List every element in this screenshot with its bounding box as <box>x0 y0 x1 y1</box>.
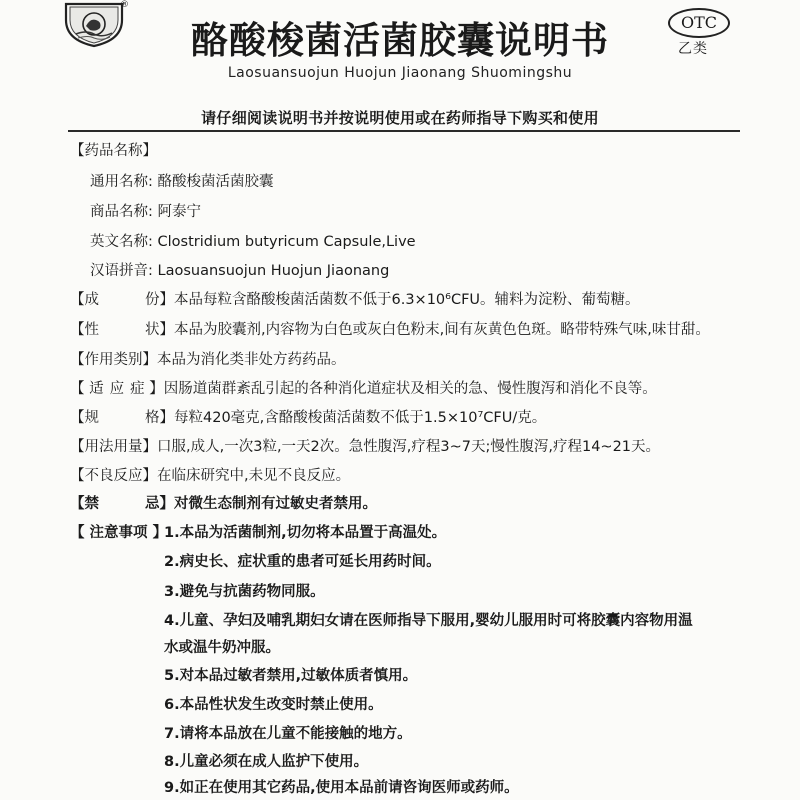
trade-name-value: 阿泰宁 <box>157 204 201 220</box>
category-label: 【作用类别】 <box>70 352 157 368</box>
composition-label-open: 【成 <box>70 292 99 308</box>
indications-label-mid: 应 <box>109 381 125 397</box>
indications-label-open: 【 适 <box>70 381 104 397</box>
contraindications-value: 对微生态制剂有过敏史者禁用。 <box>174 496 377 512</box>
description-row <box>70 318 710 339</box>
specification-row <box>70 406 546 427</box>
adverse-reactions-row <box>70 464 350 485</box>
indications-row <box>70 377 657 398</box>
precaution-item: 6.本品性状发生改变时禁止使用。 <box>164 697 383 713</box>
header-divider <box>68 130 740 132</box>
composition-label-close: 份】 <box>145 292 174 308</box>
adverse-reactions-label: 【不良反应】 <box>70 468 157 484</box>
specification-value: 每粒420毫克,含酪酸梭菌活菌数不低于1.5×10⁷CFU/克。 <box>174 410 547 426</box>
dosage-value: 口服,成人,一次3粒,一天2次。急性腹泻,疗程3~7天;慢性腹泻,疗程14~21天。 <box>157 439 661 455</box>
precaution-item-continued: 水或温牛奶冲服。 <box>164 640 280 656</box>
english-name-value: Clostridium butyricum Capsule,Live <box>157 234 416 250</box>
description-value: 本品为胶囊剂,内容物为白色或灰白色粉末,间有灰黄色色斑。略带特殊气味,味甘甜。 <box>174 322 710 338</box>
otc-class-label: 乙类 <box>678 41 708 57</box>
precaution-item: 8.儿童必须在成人监护下使用。 <box>164 754 369 770</box>
precaution-item: 4.儿童、孕妇及哺乳期妇女请在医师指导下服用,婴幼儿服用时可将胶囊内容物用温 <box>164 613 693 629</box>
english-name-row <box>90 230 416 251</box>
generic-name-value: 酪酸梭菌活菌胶囊 <box>157 174 274 190</box>
generic-name-row <box>90 170 274 191</box>
pinyin-name-value: Laosuansuojun Huojun Jiaonang <box>157 263 390 279</box>
category-row <box>70 348 346 369</box>
description-label-open: 【性 <box>70 322 99 338</box>
trade-name-row <box>90 200 201 221</box>
adverse-reactions-value: 在临床研究中,未见不良反应。 <box>157 468 351 484</box>
english-name-label: 英文名称: <box>90 234 153 250</box>
generic-name-label: 通用名称: <box>90 174 153 190</box>
trade-name-label: 商品名称: <box>90 204 153 220</box>
usage-notice: 请仔细阅读说明书并按说明使用或在药师指导下购买和使用 <box>201 109 599 127</box>
precautions-label: 【 注意事项 】 <box>70 525 168 541</box>
contraindications-label-close: 忌】 <box>145 496 174 512</box>
precaution-item: 3.避免与抗菌药物同服。 <box>164 584 325 600</box>
precaution-item: 2.病史长、症状重的患者可延长用药时间。 <box>164 554 441 570</box>
dosage-row <box>70 435 660 456</box>
specification-label-close: 格】 <box>145 410 174 426</box>
page-subtitle: Laosuansuojun Huojun Jiaonang Shuomingshu <box>227 65 573 81</box>
composition-row <box>70 288 640 309</box>
composition-value: 本品每粒含酪酸梭菌活菌数不低于6.3×10⁶CFU。辅料为淀粉、葡萄糖。 <box>174 292 640 308</box>
precaution-item: 5.对本品过敏者禁用,过敏体质者慎用。 <box>164 668 418 684</box>
dosage-label: 【用法用量】 <box>70 439 157 455</box>
page-title: 酪酸梭菌活菌胶囊说明书 <box>191 19 609 62</box>
precaution-item: 1.本品为活菌制剂,切勿将本品置于高温处。 <box>164 525 447 541</box>
precaution-item: 7.请将本品放在儿童不能接触的地方。 <box>164 726 412 742</box>
pinyin-name-row <box>90 259 389 280</box>
pinyin-name-label: 汉语拼音: <box>90 263 153 279</box>
otc-badge: OTC <box>668 8 730 38</box>
registered-mark: ® <box>120 0 129 10</box>
precaution-item: 9.如正在使用其它药品,使用本品前请咨询医师或药师。 <box>164 780 519 796</box>
contraindications-label-open: 【禁 <box>70 496 99 512</box>
description-label-close: 状】 <box>145 322 174 338</box>
drug-name-section-label: 【药品名称】 <box>70 143 157 159</box>
indications-label-close: 症 】 <box>130 381 164 397</box>
category-value: 本品为消化类非处方药药品。 <box>157 352 346 368</box>
contraindications-row <box>70 492 377 513</box>
specification-label-open: 【规 <box>70 410 99 426</box>
indications-value: 因肠道菌群紊乱引起的各种消化道症状及相关的急、慢性腹泻和消化不良等。 <box>163 381 657 397</box>
